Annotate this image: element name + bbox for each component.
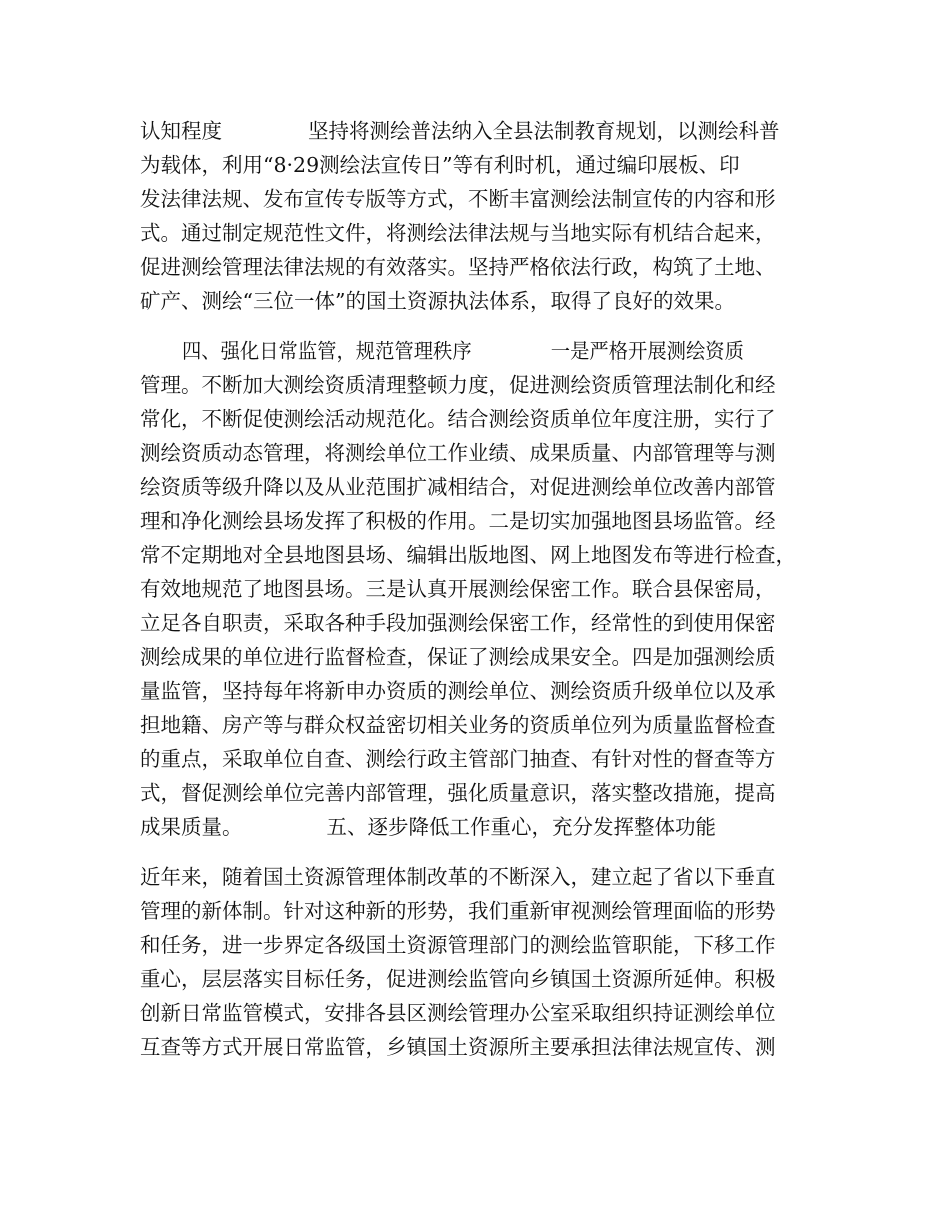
text-run: 重心，层层落实目标任务，促进测绘监管向乡镇国土资源所延伸。积极 bbox=[140, 967, 776, 991]
text-line bbox=[140, 368, 830, 402]
text-line bbox=[140, 250, 830, 284]
text-line bbox=[140, 776, 830, 810]
text-run: 的重点，采取单位自查、测绘行政主管部门抽查、有针对性的督查等方 bbox=[140, 747, 776, 771]
text-line bbox=[140, 674, 830, 708]
text-run: 互查等方式开展日常监管，乡镇国土资源所主要承担法律法规宣传、测 bbox=[140, 1035, 776, 1059]
text-run: 近年来，随着国土资源管理体制改革的不断深入，建立起了省以下垂直 bbox=[140, 865, 776, 889]
text-line bbox=[140, 606, 830, 640]
section-heading-line bbox=[182, 334, 832, 368]
text-line bbox=[140, 640, 830, 674]
text-line bbox=[140, 860, 830, 894]
text-line bbox=[140, 810, 830, 844]
text-run: 有效地规范了地图县场。三是认真开展测绘保密工作。联合县保密局， bbox=[140, 577, 776, 601]
text-line bbox=[140, 216, 830, 250]
text-run: 为载体，利用“8·29测绘法宣传日”等有利时机，通过编印展板、印 bbox=[140, 153, 740, 177]
text-line bbox=[140, 284, 830, 318]
text-line bbox=[140, 504, 830, 538]
section-heading: 五、逐步降低工作重心，充分发挥整体功能 bbox=[326, 815, 716, 839]
text-line bbox=[140, 996, 830, 1030]
text-line bbox=[140, 182, 830, 216]
text-run: 常不定期地对全县地图县场、编辑出版地图、网上地图发布等进行检查， bbox=[140, 543, 796, 567]
text-run: 式。通过制定规范性文件，将测绘法律法规与当地实际有机结合起来， bbox=[140, 221, 776, 245]
text-line bbox=[140, 148, 830, 182]
text-line bbox=[140, 436, 830, 470]
text-run: 管理。不断加大测绘资质清理整顿力度，促进测绘资质管理法制化和经 bbox=[140, 373, 776, 397]
text-run: 促进测绘管理法律法规的有效落实。坚持严格依法行政，构筑了土地、 bbox=[140, 255, 776, 279]
text-run: 式，督促测绘单位完善内部管理，强化质量意识，落实整改措施，提高 bbox=[140, 781, 776, 805]
text-run: 认知程度 bbox=[140, 119, 222, 143]
text-run: 坚持将测绘普法纳入全县法制教育规划，以测绘科普 bbox=[308, 119, 780, 143]
text-line bbox=[140, 402, 830, 436]
text-run: 担地籍、房产等与群众权益密切相关业务的资质单位列为质量监督检查 bbox=[140, 713, 776, 737]
text-run: 成果质量。 bbox=[140, 815, 243, 839]
text-run: 测绘成果的单位进行监督检查，保证了测绘成果安全。四是加强测绘质 bbox=[140, 645, 776, 669]
text-run: 常化，不断促使测绘活动规范化。结合测绘资质单位年度注册，实行了 bbox=[140, 407, 776, 431]
text-line bbox=[140, 708, 830, 742]
text-line bbox=[140, 538, 830, 572]
text-line bbox=[140, 742, 830, 776]
text-run: 测绘资质动态管理，将测绘单位工作业绩、成果质量、内部管理等与测 bbox=[140, 441, 776, 465]
text-run: 创新日常监管模式，安排各县区测绘管理办公室采取组织持证测绘单位 bbox=[140, 1001, 776, 1025]
text-run: 量监管，坚持每年将新申办资质的测绘单位、测绘资质升级单位以及承 bbox=[140, 679, 776, 703]
text-line bbox=[140, 572, 830, 606]
text-run: 立足各自职责，采取各种手段加强测绘保密工作，经常性的到使用保密 bbox=[140, 611, 776, 635]
text-run: 发法律法规、发布宣传专版等方式，不断丰富测绘法制宣传的内容和形 bbox=[140, 187, 776, 211]
text-line bbox=[140, 962, 830, 996]
text-run: 矿产、测绘“三位一体”的国土资源执法体系，取得了良好的效果。 bbox=[140, 289, 735, 313]
text-run: 和任务，进一步界定各级国土资源管理部门的测绘监管职能，下移工作 bbox=[140, 933, 776, 957]
text-run: 管理的新体制。针对这种新的形势，我们重新审视测绘管理面临的形势 bbox=[140, 899, 776, 923]
text-run: 绘资质等级升降以及从业范围扩减相结合，对促进测绘单位改善内部管 bbox=[140, 475, 776, 499]
text-line bbox=[140, 114, 830, 148]
section-heading: 四、强化日常监管，规范管理秩序 bbox=[182, 339, 472, 363]
text-line bbox=[140, 470, 830, 504]
text-run: 一是严格开展测绘资质 bbox=[550, 339, 744, 363]
text-line bbox=[140, 894, 830, 928]
text-line bbox=[140, 928, 830, 962]
text-run: 理和净化测绘县场发挥了积极的作用。二是切实加强地图县场监管。经 bbox=[140, 509, 776, 533]
text-line bbox=[140, 1030, 830, 1064]
